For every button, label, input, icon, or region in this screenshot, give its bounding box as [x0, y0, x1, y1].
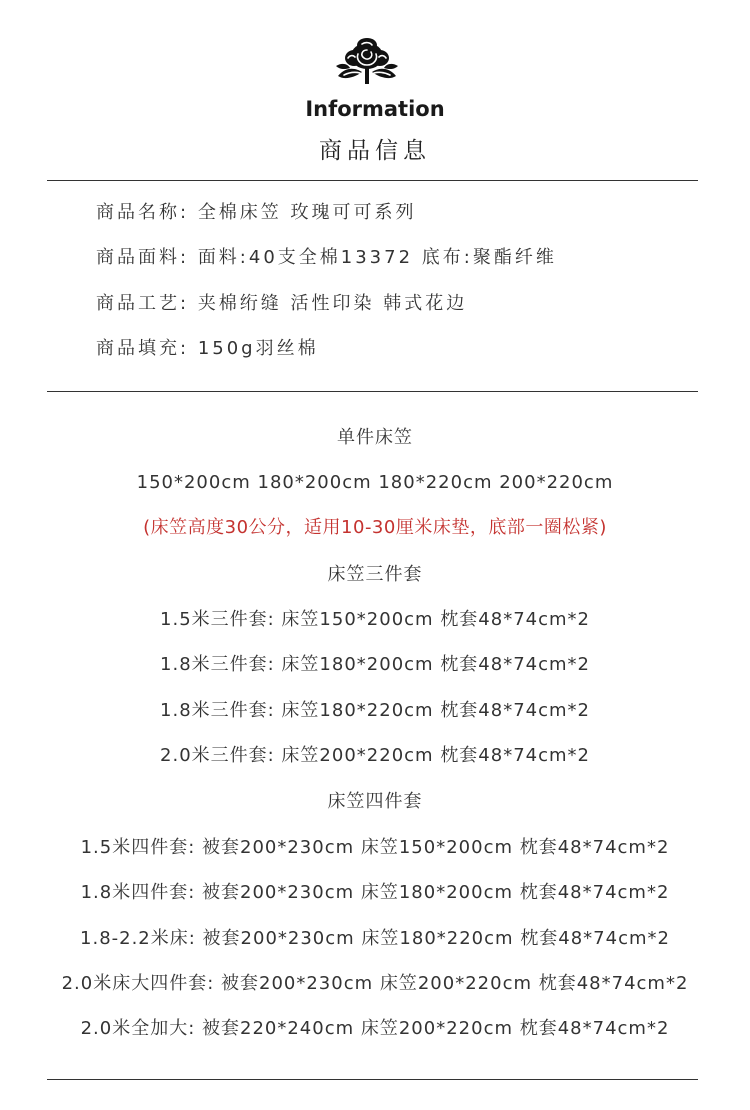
info-row-craft [96, 290, 467, 318]
info-label: 商品面料: [96, 247, 190, 268]
four-piece-row: 2.0米床大四件套: 被套200*230cm 床笠200*220cm 枕套48*74cm*2 [61, 973, 689, 994]
info-label: 商品名称: [96, 202, 190, 223]
rose-icon [334, 36, 400, 86]
title-chinese: 商品信息 [319, 138, 431, 164]
divider-bottom [47, 1079, 698, 1080]
title-english: Information [305, 97, 445, 121]
four-piece-row: 1.8米四件套: 被套200*230cm 床笠180*200cm 枕套48*74cm*2 [80, 882, 670, 903]
divider-middle [47, 391, 698, 392]
single-note: (床笠高度30公分，适用10-30厘米床垫，底部一圈松紧) [143, 517, 607, 538]
four-piece-row: 1.5米四件套: 被套200*230cm 床笠150*200cm 枕套48*74cm*2 [80, 837, 670, 858]
info-row-fabric [96, 244, 557, 272]
four-piece-row: 1.8-2.2米床: 被套200*230cm 床笠180*220cm 枕套48*74cm*2 [80, 928, 670, 949]
divider-top [47, 180, 698, 181]
info-value: 全棉床笠 玫瑰可可系列 [197, 202, 417, 223]
info-value: 面料:40支全棉13372 底布:聚酯纤维 [197, 247, 557, 268]
section-title-four-piece: 床笠四件套 [327, 791, 423, 812]
info-row-filling [96, 335, 319, 363]
three-piece-row: 2.0米三件套: 床笠200*220cm 枕套48*74cm*2 [160, 745, 590, 766]
three-piece-row: 1.8米三件套: 床笠180*220cm 枕套48*74cm*2 [160, 700, 590, 721]
info-label: 商品填充: [96, 338, 190, 359]
info-value: 夹棉绗缝 活性印染 韩式花边 [197, 293, 468, 314]
four-piece-row: 2.0米全加大: 被套220*240cm 床笠200*220cm 枕套48*74cm*2 [80, 1018, 670, 1039]
three-piece-row: 1.5米三件套: 床笠150*200cm 枕套48*74cm*2 [160, 609, 590, 630]
section-title-three-piece: 床笠三件套 [327, 564, 423, 585]
info-label: 商品工艺: [96, 293, 190, 314]
info-row-name [96, 199, 417, 227]
three-piece-row: 1.8米三件套: 床笠180*200cm 枕套48*74cm*2 [160, 654, 590, 675]
section-title-single: 单件床笠 [337, 427, 413, 448]
single-sizes: 150*200cm 180*200cm 180*220cm 200*220cm [136, 472, 614, 493]
info-value: 150g羽丝棉 [197, 338, 319, 359]
